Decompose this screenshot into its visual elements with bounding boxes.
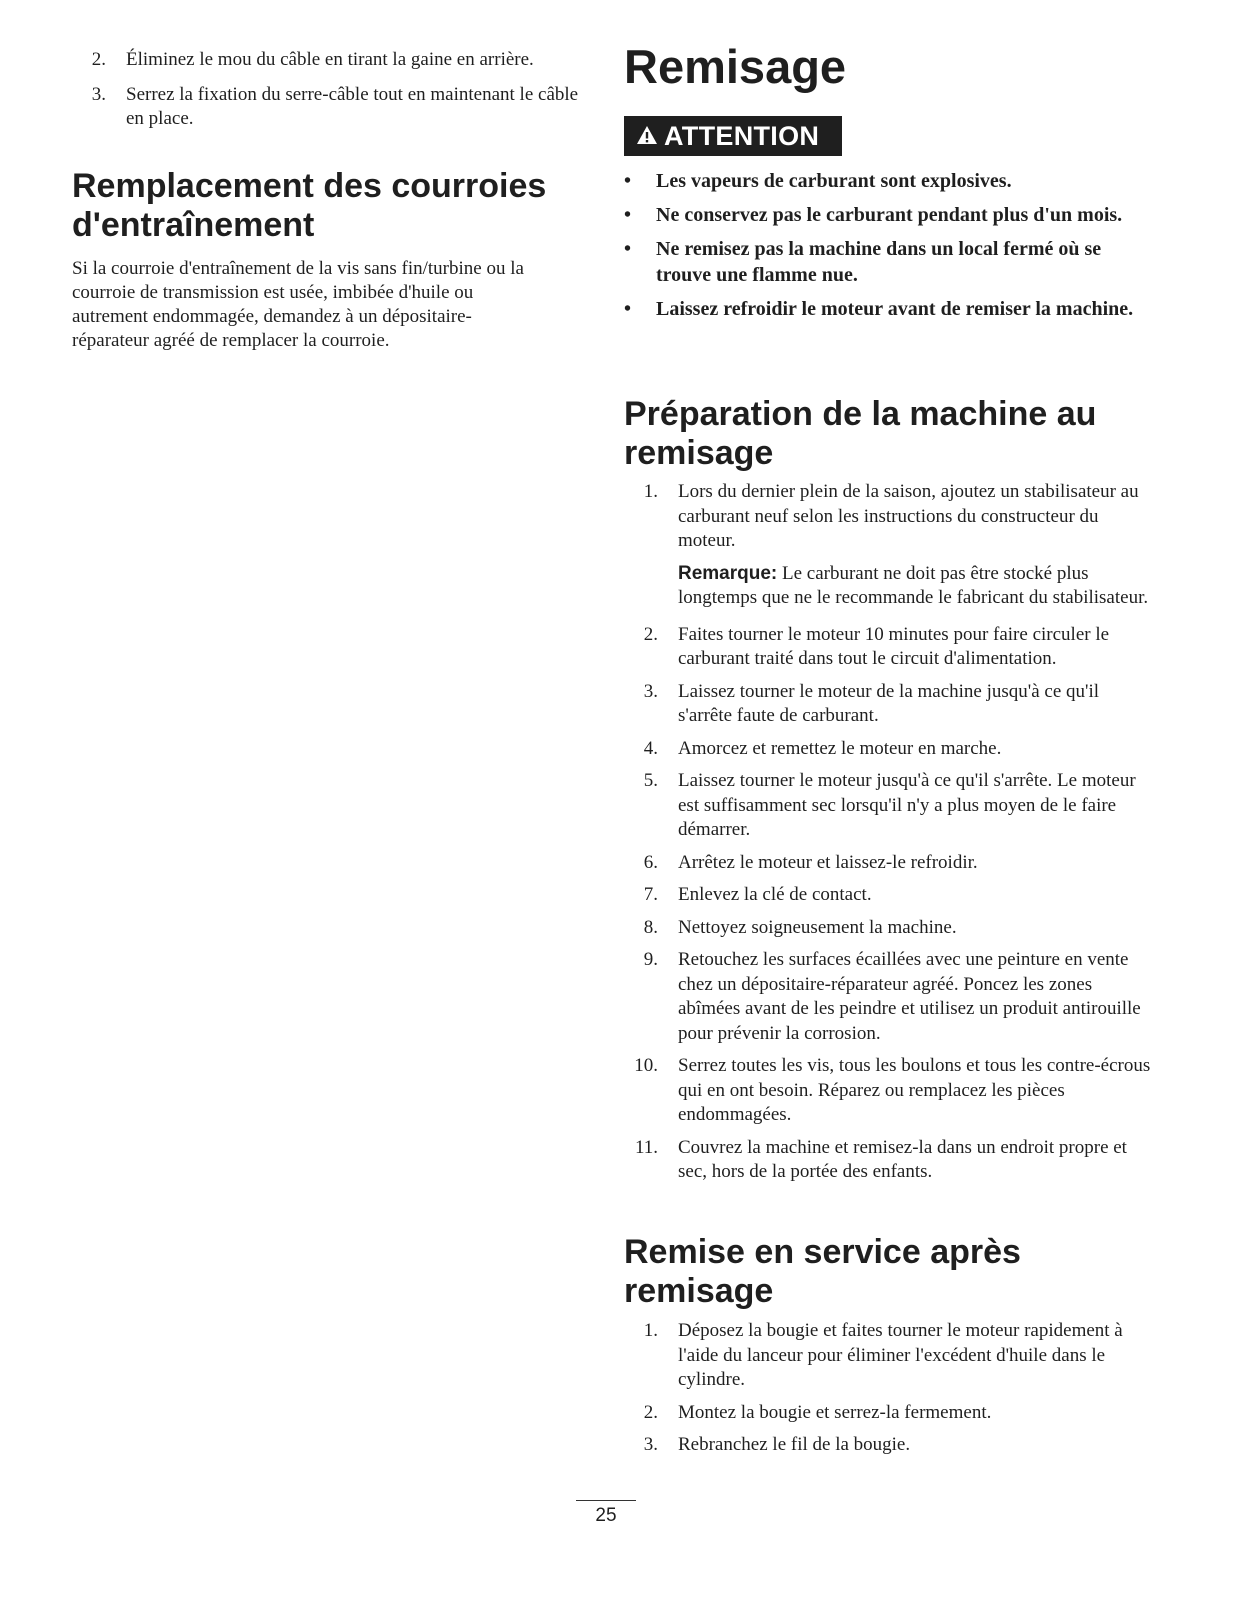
list-item: [624, 883, 1154, 908]
step-text: Enlevez la clé de contact.: [678, 884, 872, 905]
list-item: • Laissez refroidir le moteur avant de remiser la machine.: [624, 298, 1134, 320]
step-text: Couvrez la machine et remisez-la dans un endroit propre et sec, hors de la portée des enfants.: [678, 1136, 1127, 1182]
list-item: • Les vapeurs de carburant sont explosives.: [624, 170, 1012, 192]
page-title: Remisage: [624, 40, 847, 93]
step-text: Laissez tourner le moteur jusqu'à ce qu'il s'arrête. Le moteur est suffisamment sec lorsqu'il n'y a plus moyen de le faire démarrer.: [678, 770, 1136, 840]
preparation-heading: Préparation de la machine au remisage: [624, 395, 1097, 472]
list-item: [624, 480, 1154, 554]
return-to-service-heading: Remise en service après remisage: [624, 1233, 1021, 1310]
return-to-service-steps-list: [624, 1319, 1154, 1466]
warning-text: Ne remisez pas la machine dans un local fermé où se trouve une flamme nue.: [656, 238, 1102, 286]
step-text: Retouchez les surfaces écaillées avec une peinture en vente chez un dépositaire-réparateur agréé. Poncez les zones abîmées avant de les peindre et utilisez un produit antirouille pour prévenir la corrosion.: [678, 949, 1141, 1044]
list-item: [624, 1401, 1154, 1426]
step-number: 1.: [643, 1320, 658, 1341]
belt-replacement-heading: Remplacement des courroies d'entraînement: [72, 167, 547, 244]
step-number: 8.: [643, 916, 658, 938]
warning-text: Ne conservez pas le carburant pendant plus d'un mois.: [656, 204, 1123, 226]
belt-replacement-paragraph: Si la courroie d'entraînement de la vis sans fin/turbine ou la courroie de transmission est usée, imbibée d'huile ou autrement endommagée, demandez à un dépositaire-réparateur agréé de remplacer la courroie.: [72, 258, 524, 351]
list-item: [624, 769, 1154, 843]
list-item: [624, 916, 1154, 941]
step-number: 7.: [643, 884, 658, 905]
preparation-section: [624, 480, 1154, 1193]
step-number: 11.: [634, 1136, 658, 1158]
step-number: 5.: [643, 770, 658, 791]
cable-steps-list: [72, 48, 588, 142]
list-item: [624, 851, 1154, 876]
note-text: Le carburant ne doit pas être stocké plus longtemps que ne le recommande le fabricant du stabilisateur.: [678, 562, 1149, 608]
step-number: 2.: [643, 623, 658, 645]
step-text: Faites tourner le moteur 10 minutes pour faire circuler le carburant traité dans tout le circuit d'alimentation.: [678, 623, 1110, 669]
step-text: Éliminez le mou du câble en tirant la gaine en arrière.: [126, 49, 534, 70]
warning-text: Les vapeurs de carburant sont explosives.: [656, 170, 1012, 192]
step-number: 3.: [643, 680, 658, 702]
step-text: Rebranchez le fil de la bougie.: [678, 1434, 911, 1455]
list-item: • Ne conservez pas le carburant pendant plus d'un mois.: [624, 204, 1123, 226]
preparation-step-1: [624, 480, 1154, 554]
step-number: 2.: [643, 1401, 658, 1423]
warning-triangle-icon: [636, 121, 658, 152]
step-text: Nettoyez soigneusement la machine.: [678, 916, 957, 938]
step-text: Déposez la bougie et faites tourner le moteur rapidement à l'aide du lanceur pour éliminer l'excédent d'huile dans le cylindre.: [678, 1320, 1123, 1390]
list-item: [624, 948, 1154, 1046]
storage-warnings-list: [624, 168, 1154, 330]
page-number: 25: [595, 1505, 617, 1526]
list-item: [624, 1054, 1154, 1128]
step-number: 10.: [634, 1055, 658, 1076]
attention-label: ATTENTION: [664, 120, 820, 151]
list-item: [624, 1136, 1154, 1185]
step-number: 3.: [91, 83, 106, 105]
list-item: [624, 623, 1154, 672]
list-item: [72, 48, 588, 73]
step-text: Amorcez et remettez le moteur en marche.: [678, 737, 1002, 759]
footer-divider: [576, 1500, 636, 1501]
step-text: Serrez toutes les vis, tous les boulons et tous les contre-écrous qui en ont besoin. Réparez ou remplacez les pièces endommagées.: [678, 1055, 1151, 1125]
step-text: Serrez la fixation du serre-câble tout en maintenant le câble en place.: [126, 83, 579, 129]
step-number: 1.: [643, 481, 658, 502]
step-text: Laissez tourner le moteur de la machine jusqu'à ce qu'il s'arrête faute de carburant.: [678, 680, 1099, 726]
step-text: Montez la bougie et serrez-la fermement.: [678, 1401, 992, 1423]
preparation-steps-list: [624, 623, 1154, 1185]
list-item: [72, 83, 588, 132]
step-text: Lors du dernier plein de la saison, ajoutez un stabilisateur au carburant neuf selon les instructions du constructeur du moteur.: [678, 481, 1139, 551]
step-number: 3.: [643, 1434, 658, 1455]
step-number: 6.: [643, 851, 658, 873]
note-label: Remarque:: [678, 562, 778, 584]
attention-banner: [624, 116, 842, 156]
step-number: 9.: [643, 949, 658, 970]
step-text: Arrêtez le moteur et laissez-le refroidir.: [678, 851, 978, 873]
list-item: [624, 1433, 1154, 1458]
list-item: [624, 1319, 1154, 1393]
step-number: 4.: [643, 737, 658, 759]
step-number: 2.: [91, 49, 106, 70]
note-block: [624, 562, 1154, 611]
warning-text: Laissez refroidir le moteur avant de remiser la machine.: [656, 298, 1134, 320]
list-item: • Ne remisez pas la machine dans un local fermé où se trouve une flamme nue.: [624, 238, 1102, 286]
list-item: [624, 680, 1154, 729]
list-item: [624, 737, 1154, 762]
